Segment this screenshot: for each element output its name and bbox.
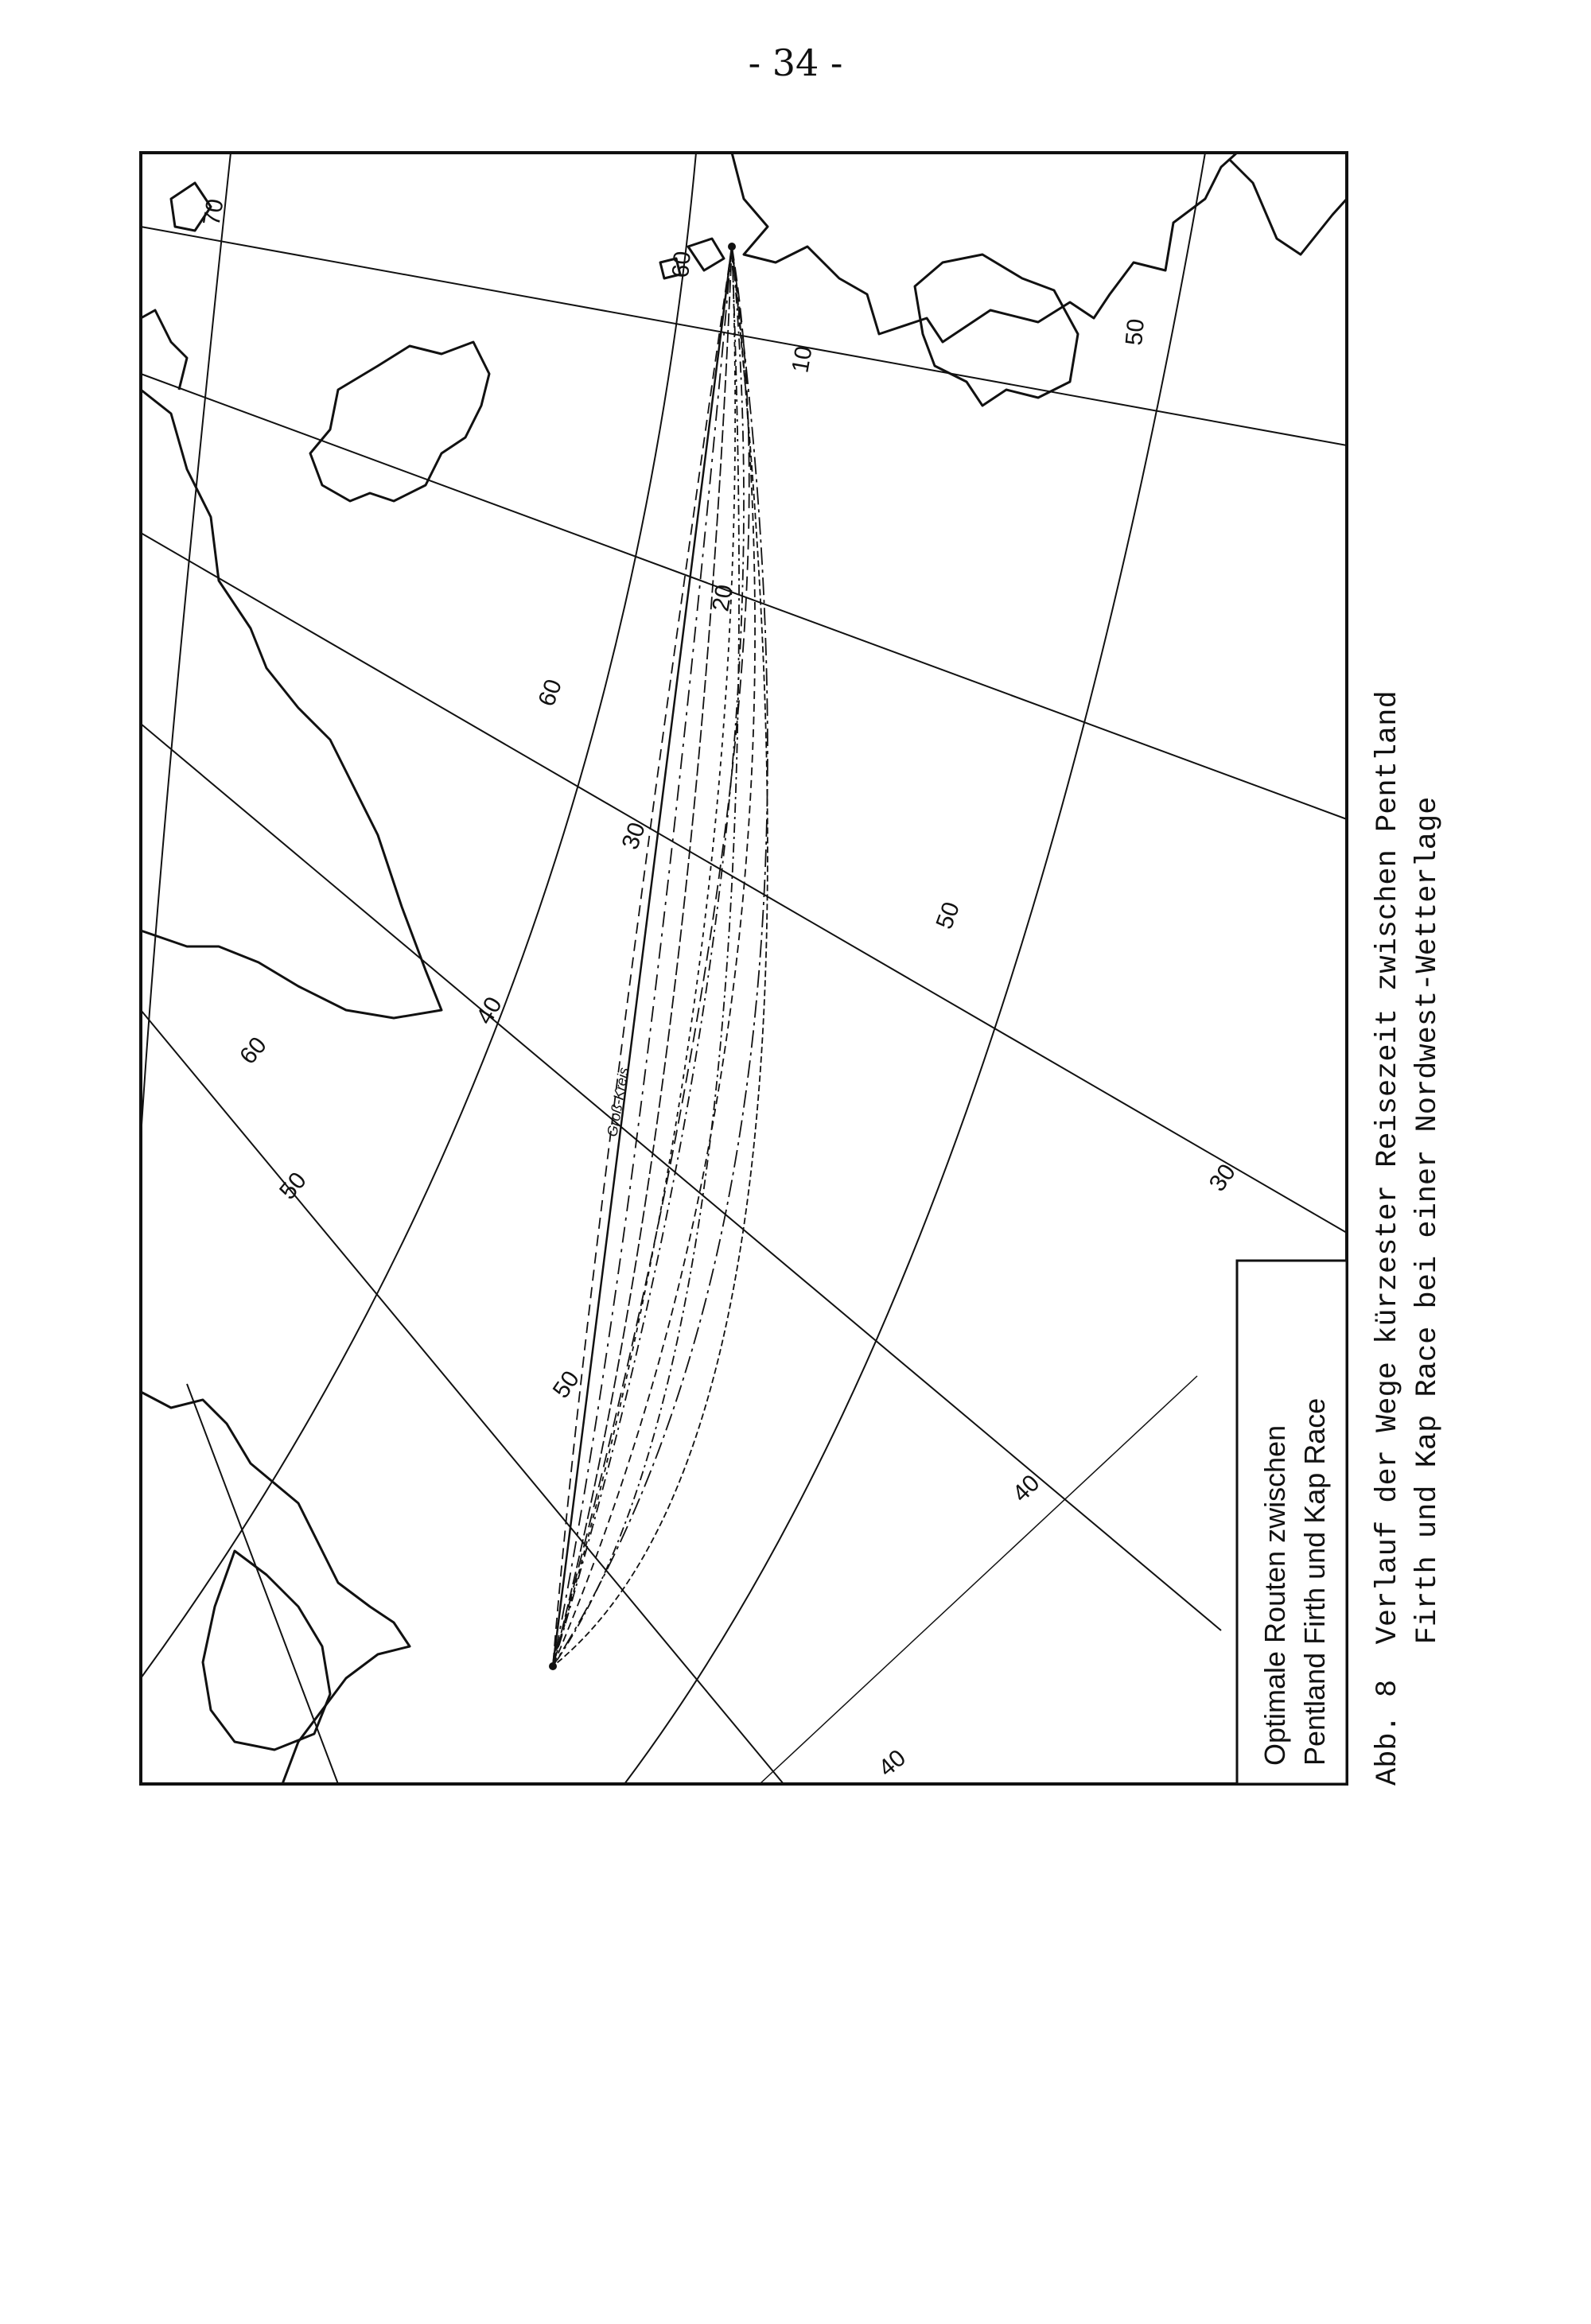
- parallel-labels: [198, 197, 1149, 1403]
- meridian-label-50: 50: [274, 1167, 312, 1205]
- caption-text-2: Firth und Kap Race bei einer Nordwest-Wetterlage: [1411, 796, 1445, 1645]
- parallel-label-50c: 50: [547, 1366, 585, 1404]
- caption-line-1: [1368, 433, 1408, 1786]
- optimal-routes: [553, 247, 768, 1666]
- coast-iceland: [310, 342, 489, 501]
- legend-line-1: Optimale Routen zwischen: [1258, 1424, 1291, 1766]
- parallel-label-60a: 60: [667, 250, 696, 279]
- caption-text-1: Verlauf der Wege kürzester Reisezeit zwischen Pentland: [1371, 690, 1405, 1645]
- parallel-label-70: 70: [198, 196, 229, 228]
- legend: [1237, 1261, 1347, 1784]
- legend-line-2: Pentland Firth und Kap Race: [1298, 1397, 1331, 1766]
- page-number: - 34 -: [748, 41, 843, 84]
- great-circle-label: Groß-Kreis: [604, 1066, 632, 1138]
- coast-ireland: [915, 255, 1078, 406]
- parallel-label-50b: 50: [931, 898, 965, 933]
- meridian-label-20: 20: [707, 582, 738, 614]
- figure-caption: [1368, 433, 1448, 1786]
- kap-race-point: [549, 1662, 557, 1670]
- route-1: [553, 247, 749, 1666]
- pentland-firth-point: [728, 243, 736, 251]
- route-9: [553, 247, 739, 1666]
- meridian-label-40: 40: [471, 993, 508, 1029]
- coast-labrador: [141, 1392, 410, 1784]
- coast-greenland-east: [141, 310, 187, 390]
- meridian-label-30: 30: [617, 818, 651, 853]
- route-great-circle: [553, 247, 732, 1666]
- meridian-label-30b: 30: [1204, 1159, 1241, 1197]
- coast-norway: [1229, 159, 1347, 255]
- map-frame: [141, 153, 1347, 1784]
- route-map: [139, 151, 1348, 1786]
- parallel-label-50a: 50: [1121, 317, 1149, 347]
- coastlines: [141, 153, 1347, 1784]
- parallels: [141, 153, 1205, 1784]
- meridian-labels: [274, 344, 1241, 1782]
- caption-label: Abb. 8: [1371, 1679, 1405, 1786]
- meridian-label-40b: 40: [1007, 1470, 1045, 1507]
- parallel-label-60c: 60: [235, 1032, 272, 1070]
- meridian-label-10: 10: [787, 344, 818, 375]
- coast-newfoundland: [203, 1551, 330, 1750]
- coast-greenland: [141, 390, 442, 1018]
- parallel-label-60b: 60: [533, 675, 567, 710]
- coast-scotland: [732, 153, 1237, 342]
- caption-line-2: [1408, 433, 1448, 1786]
- meridian-label-40c: 40: [873, 1744, 912, 1782]
